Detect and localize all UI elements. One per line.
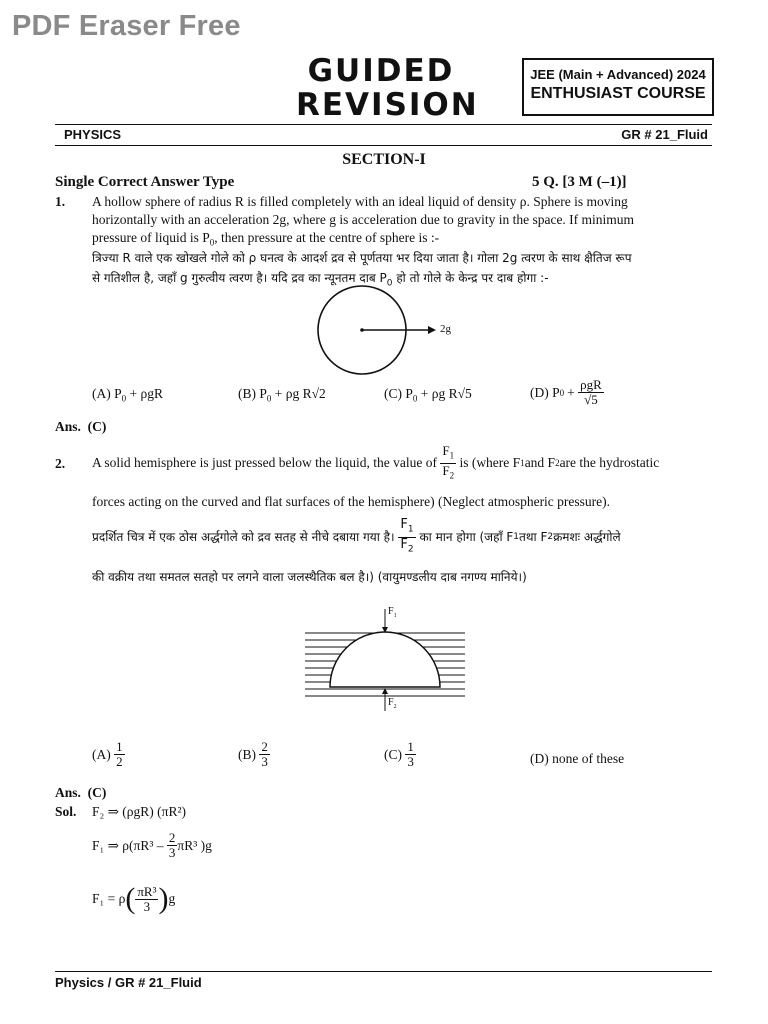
q1-option-b-rest: + ρg R√2	[271, 386, 326, 401]
q2-ratio-num	[440, 444, 456, 464]
q2-sol-line-2	[92, 831, 212, 860]
q2-sol-2-den: 3	[168, 845, 176, 860]
q2-hi-sub1: 1	[513, 532, 520, 543]
q2-ratio-fraction	[440, 444, 456, 482]
arrow-head-icon	[428, 326, 436, 334]
q2-line-1a: A solid hemisphere is just pressed below the liquid, the value of	[92, 455, 437, 471]
course-box	[522, 58, 714, 116]
q2-answer-value: (C)	[87, 785, 107, 800]
q1-option-a-rest: + ρgR	[126, 386, 163, 401]
q2-line-2: forces acting on the curved and flat surfaces of the hemisphere) (Neglect atmospheric pressure).	[92, 494, 611, 509]
q1-option-b[interactable]: (B) $P_0 + \rho g$ R√2	[238, 386, 326, 404]
q2-hi-line-1b: का मान होगा (जहाँ F	[419, 530, 514, 545]
course-line-2: ENTHUSIAST COURSE	[530, 85, 706, 102]
q1-option-b-label: (B) P	[238, 386, 267, 401]
q2-option-a-num: 1	[116, 739, 123, 754]
q2-option-b-num: 2	[261, 739, 268, 754]
q2-ratio-den-sub: 2	[449, 470, 455, 481]
q2-hi-line-2: की वक्रीय तथा समतल सतहो पर लगने वाला जलस्थैतिक बल है।) (वायुमण्डलीय दाब नगण्य मानिये।)	[92, 570, 527, 584]
q2-hi-ratio-den-sub: 2	[407, 544, 414, 555]
q2-hi-ratio-den-f: F	[400, 536, 408, 552]
paren-close-icon: )	[158, 882, 169, 915]
figure-f1-label	[388, 606, 397, 619]
q2-sol-3-num: πR³	[137, 883, 157, 899]
q2-ratio-num-sub: 1	[449, 450, 455, 461]
q1-option-c[interactable]: (C) $P_0 + \rho g$ R√5	[384, 386, 472, 404]
q1-hi-line-2a: से गतिशील है, जहाँ g गुरुत्वीय त्वरण है। यदि द्रव का न्यूनतम दाब P	[92, 271, 387, 285]
paren-open-icon: (	[125, 882, 136, 915]
q2-hi-line-1a: प्रदर्शित चित्र में एक ठोस अर्द्धगोले को द्रव सतह से नीचे दबाया गया है।	[92, 530, 395, 545]
q1-option-a-label: (A) P	[92, 386, 122, 401]
figure-f2-sub: 2	[393, 704, 397, 710]
header-bottom-rule	[55, 145, 712, 146]
q1-figure-label: 2g	[440, 323, 451, 335]
q1-answer	[55, 418, 106, 436]
q2-sol-2-num: 2	[168, 830, 176, 845]
q2-hi-ratio-fraction	[398, 518, 415, 556]
q2-option-a-den: 2	[116, 754, 123, 769]
title-line-1: GUIDED	[307, 53, 455, 89]
q2-option-a-fraction	[114, 740, 125, 769]
page-title	[296, 53, 479, 123]
q2-line-1-sub1: 1	[520, 458, 525, 469]
q1-hi-line-2: से गतिशील है, जहाँ g गुरुत्वीय त्वरण है। यदि द्रव का न्यूनतम दाब $P_0$ हो तो गोले के केन्द्र पर दाब होगा :-	[92, 271, 549, 289]
q2-hi-ratio-num	[398, 518, 415, 538]
q2-sol-3-den: 3	[143, 898, 151, 914]
figure-f1-letter: F	[388, 606, 394, 617]
subject-label: PHYSICS	[64, 127, 122, 142]
chapter-code: GR # 21_Fluid	[621, 127, 708, 142]
question-type: Single Correct Answer Type	[55, 174, 235, 190]
q2-line-1-sub2: 2	[555, 458, 560, 469]
q2-option-b-label: (B)	[238, 746, 256, 762]
q1-line-1: A hollow sphere of radius R is filled completely with an ideal liquid of density ρ. Sphere is moving	[92, 194, 628, 209]
q1-text-en	[92, 193, 717, 252]
q2-line-1d: are the hydrostatic	[559, 455, 660, 471]
q2-option-c[interactable]	[384, 740, 416, 769]
q2-answer	[55, 784, 106, 802]
q2-ratio-den	[440, 464, 456, 483]
q1-option-d-plus: +	[567, 384, 579, 400]
section-title: SECTION-I	[342, 151, 426, 168]
q2-option-d[interactable]: (D) none of these	[530, 751, 625, 766]
q2-hi-ratio-num-f: F	[400, 517, 408, 532]
footer-rule	[55, 971, 712, 972]
q2-line-1b: is (where F	[459, 455, 521, 471]
q2-option-c-label: (C)	[384, 746, 402, 762]
q2-option-a[interactable]	[92, 740, 125, 769]
q2-hemisphere-figure	[300, 605, 470, 717]
q1-option-d-den: √5	[584, 392, 598, 407]
sphere-centre	[360, 328, 364, 332]
marks-scheme: 5 Q. [3 M (–1)]	[532, 174, 627, 190]
q2-option-b[interactable]	[238, 740, 270, 769]
q1-option-d[interactable]: (D) P 0 + $\frac{\text{ρgR}}{√5}$	[530, 377, 602, 407]
q1-line-2: horizontally with an acceleration 2g, where g is acceleration due to gravity in the space. If minimum	[92, 212, 635, 227]
figure-f2-label	[388, 697, 397, 710]
q2-answer-label: Ans.	[55, 785, 81, 800]
q2-hi-ratio-den	[398, 538, 415, 557]
q2-number: 2.	[55, 456, 66, 471]
q2-option-b-fraction	[259, 740, 270, 769]
q1-option-a[interactable]: (A) $P_0 + \rho gR$	[92, 386, 163, 404]
q2-option-c-fraction	[405, 740, 416, 769]
course-line-1: JEE (Main + Advanced) 2024	[530, 67, 706, 82]
q1-sphere-figure	[300, 285, 480, 380]
q1-answer-value: (C)	[87, 419, 107, 434]
q2-sol-3b: g	[168, 891, 176, 906]
figure-f2-letter: F	[388, 697, 394, 708]
q2-line-1c: and F	[524, 455, 556, 471]
q1-line-3a: pressure of liquid is P	[92, 230, 210, 245]
q1-hi-line-1: त्रिज्या R वाले एक खोखले गोले को ρ घनत्व के आदर्श द्रव से पूर्णतया भर दिया जाता है। गोला 2g त्वरण के साथ क्षैतिज रूप	[92, 251, 632, 265]
q2-ratio-den-f: F	[442, 462, 450, 478]
q2-ratio-num-f: F	[442, 443, 450, 458]
q1-option-c-label: (C) P	[384, 386, 413, 401]
q2-option-a-label: (A)	[92, 746, 111, 762]
q2-sol-line-3	[92, 884, 175, 914]
footer-left: Physics / GR # 21_Fluid	[55, 975, 202, 990]
q2-option-b-den: 3	[261, 754, 268, 769]
q2-hi-line-1d: क्रमशः अर्द्धगोले	[553, 530, 621, 545]
q2-hi-ratio-num-sub: 1	[407, 524, 414, 535]
q2-option-c-den: 3	[407, 754, 414, 769]
q1-option-d-fraction	[578, 378, 604, 407]
q2-sol-2-fraction	[167, 831, 178, 860]
q2-hi-line-1c: तथा F	[519, 530, 548, 545]
header-top-rule	[55, 124, 712, 125]
q2-sol-3a: F₁ = ρ	[92, 891, 126, 906]
q2-sol-line-1: F₂ ⇒ (ρgR) (πR²)	[92, 804, 186, 819]
q1-line-3: pressure of liquid is $P_0$, then pressure at the centre of sphere is :-	[92, 230, 440, 248]
q2-line-1	[92, 444, 717, 482]
q1-number: 1.	[55, 194, 66, 209]
q2-option-c-num: 1	[407, 739, 414, 754]
q2-sol-2a: F₁ ⇒ ρ(πR³ –	[92, 837, 164, 853]
q2-hi-sub2: 2	[547, 532, 554, 543]
q1-option-c-rest: + ρg R√5	[417, 386, 472, 401]
q2-sol-2b: πR³ )g	[177, 837, 212, 853]
title-line-2: REVISION	[296, 87, 479, 123]
watermark: PDF Eraser Free	[12, 10, 241, 42]
q1-option-d-label: (D) P	[530, 384, 560, 400]
q1-hi-line-2b: हो तो गोले के केन्द्र पर दाब होगा :-	[392, 271, 549, 285]
q2-hi-line-1	[92, 518, 717, 556]
figure-f1-sub: 1	[393, 613, 397, 619]
q2-sol-3-fraction	[135, 885, 158, 914]
q1-line-3b: , then pressure at the centre of sphere is :-	[214, 230, 440, 245]
q2-sol-label: Sol.	[55, 804, 77, 819]
q1-option-d-num: ρgR	[580, 377, 602, 392]
q1-answer-label: Ans.	[55, 419, 81, 434]
